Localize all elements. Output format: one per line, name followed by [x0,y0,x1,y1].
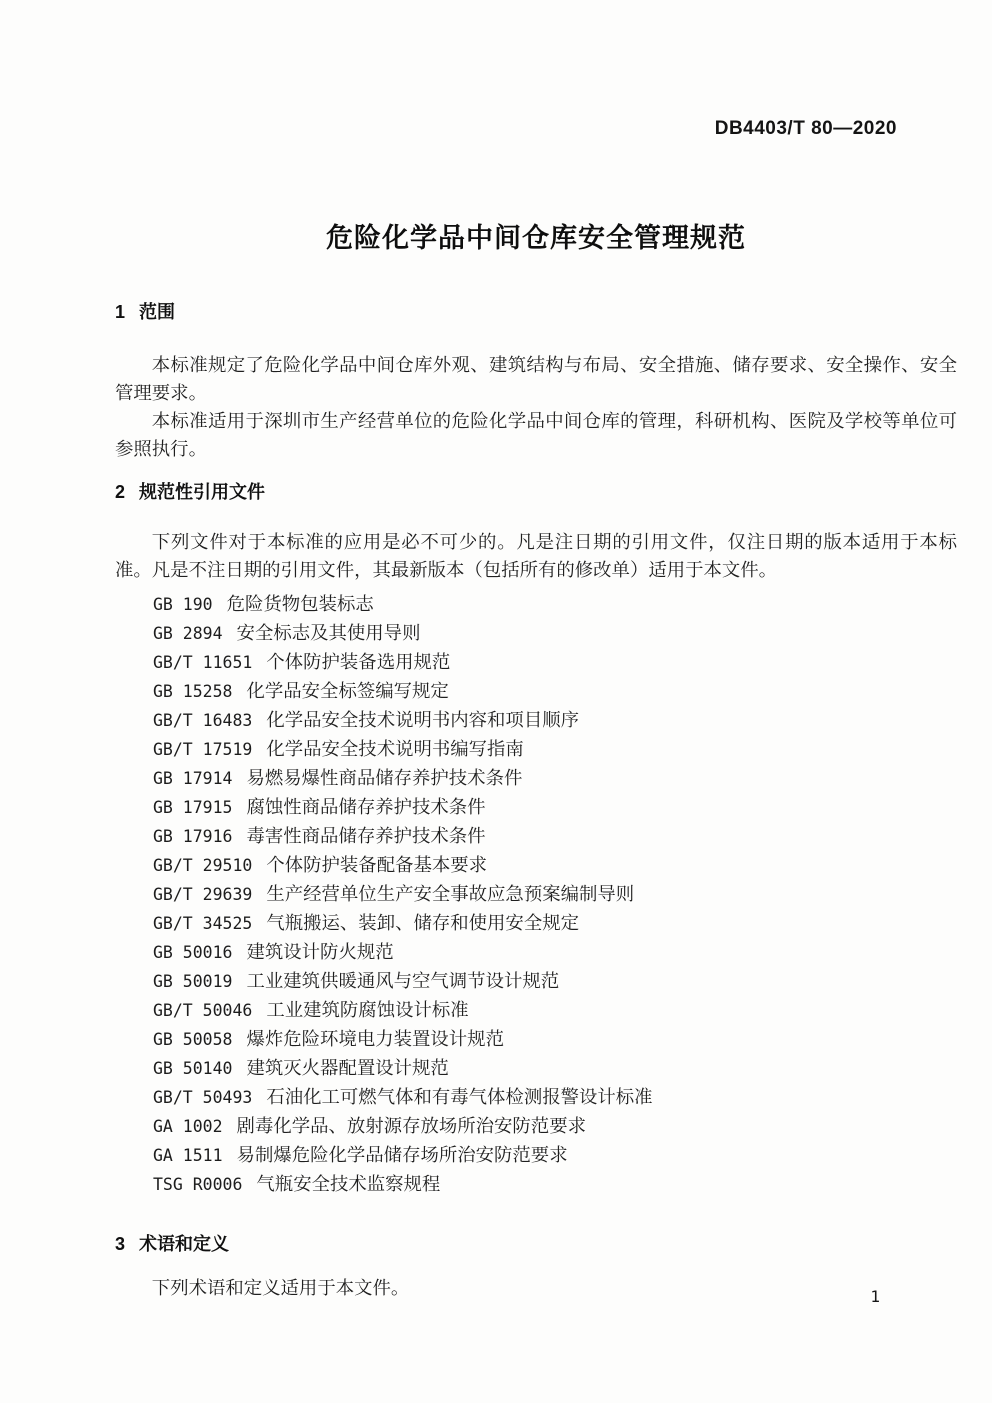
reference-code: GB 2894 [153,624,223,643]
reference-title: 毒害性商品储存养护技术条件 [246,826,486,846]
reference-code: GB/T 11651 [153,653,253,672]
section-number: 2 [115,482,126,502]
reference-title: 化学品安全技术说明书内容和项目顺序 [266,710,579,730]
reference-code: TSG R0006 [153,1175,243,1194]
reference-title: 生产经营单位生产安全事故应急预案编制导则 [266,884,635,904]
reference-title: 气瓶搬运、装卸、储存和使用安全规定 [266,913,579,933]
section-title: 规范性引用文件 [139,482,266,502]
reference-code: GB/T 17519 [153,740,253,759]
reference-title: 个体防护装备选用规范 [266,652,451,672]
reference-title: 气瓶安全技术监察规程 [256,1174,441,1194]
reference-code: GB/T 16483 [153,711,253,730]
reference-item [115,764,957,793]
reference-title: 化学品安全技术说明书编写指南 [266,739,524,759]
reference-code: GB 50140 [153,1059,233,1078]
reference-item [115,1170,957,1199]
reference-item [115,909,957,938]
reference-item [115,590,957,619]
reference-title: 工业建筑防腐蚀设计标准 [266,1000,469,1020]
reference-code: GB 50019 [153,972,233,991]
paragraph: 下列文件对于本标准的应用是必不可少的。凡是注日期的引用文件，仅注日期的版本适用于本标准。凡是不注日期的引用文件，其最新版本（包括所有的修改单）适用于本文件。 [115,532,957,580]
reference-item [115,735,957,764]
page-number: 1 [870,1287,880,1306]
reference-item [115,880,957,909]
reference-item [115,1025,957,1054]
reference-item [115,793,957,822]
section-number: 3 [115,1234,126,1254]
reference-code: GB/T 29510 [153,856,253,875]
reference-code: GB 17915 [153,798,233,817]
reference-item [115,967,957,996]
reference-code: GB 17914 [153,769,233,788]
paragraph: 本标准规定了危险化学品中间仓库外观、建筑结构与布局、安全措施、储存要求、安全操作、安全管理要求。 [115,355,957,403]
reference-item [115,619,957,648]
reference-item [115,996,957,1025]
reference-title: 个体防护装备配备基本要求 [266,855,488,875]
reference-item [115,822,957,851]
section-number: 1 [115,302,126,322]
reference-code: GB 17916 [153,827,233,846]
reference-code: GB 50058 [153,1030,233,1049]
reference-item [115,1141,957,1170]
reference-item [115,851,957,880]
page-title: 危险化学品中间仓库安全管理规范 [326,223,746,253]
reference-item [115,648,957,677]
reference-title: 建筑设计防火规范 [246,942,394,962]
section-normative-references [115,479,957,1199]
paragraph: 下列术语和定义适用于本文件。 [151,1278,410,1298]
reference-item [115,1083,957,1112]
section-heading [115,479,957,505]
reference-list [115,590,957,1199]
section-heading [115,299,957,325]
section-title: 范围 [139,302,176,322]
reference-title: 化学品安全标签编写规定 [246,681,449,701]
reference-title: 剧毒化学品、放射源存放场所治安防范要求 [236,1116,586,1136]
section-terms-definitions [115,1231,957,1302]
reference-title: 安全标志及其使用导则 [236,623,421,643]
reference-title: 工业建筑供暖通风与空气调节设计规范 [246,971,560,991]
reference-code: GB/T 50046 [153,1001,253,1020]
reference-code: GB 50016 [153,943,233,962]
reference-title: 石油化工可燃气体和有毒气体检测报警设计标准 [266,1087,653,1107]
reference-code: GA 1002 [153,1117,223,1136]
reference-item [115,938,957,967]
reference-item [115,1054,957,1083]
reference-code: GB/T 34525 [153,914,253,933]
reference-title: 腐蚀性商品储存养护技术条件 [246,797,486,817]
section-scope [115,299,957,463]
reference-code: GB/T 29639 [153,885,253,904]
paragraph: 本标准适用于深圳市生产经营单位的危险化学品中间仓库的管理，科研机构、医院及学校等单位可参照执行。 [115,411,957,459]
reference-title: 建筑灭火器配置设计规范 [246,1058,449,1078]
reference-title: 爆炸危险环境电力装置设计规范 [246,1029,504,1049]
reference-title: 危险货物包装标志 [226,594,374,614]
reference-code: GB/T 50493 [153,1088,253,1107]
reference-item [115,1112,957,1141]
doc-number: DB4403/T 80—2020 [714,118,897,139]
reference-title: 易制爆危险化学品储存场所治安防范要求 [236,1145,568,1165]
reference-code: GA 1511 [153,1146,223,1165]
reference-item [115,677,957,706]
reference-item [115,706,957,735]
section-heading [115,1231,957,1257]
section-title: 术语和定义 [139,1234,230,1254]
reference-code: GB 190 [153,595,213,614]
reference-code: GB 15258 [153,682,233,701]
reference-title: 易燃易爆性商品储存养护技术条件 [246,768,523,788]
